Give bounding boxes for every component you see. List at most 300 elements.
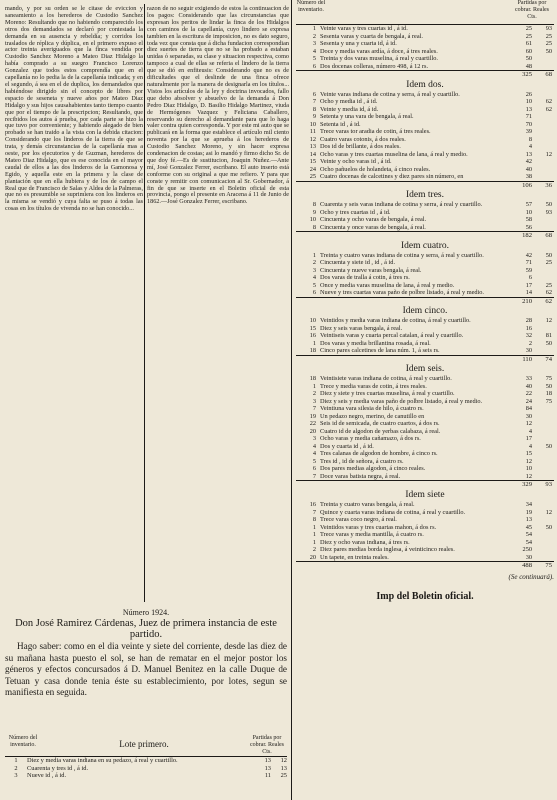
- item-description: Sesenta varas y cuarta de bengala, á real.: [320, 32, 423, 40]
- notice-title: Don José Ramirez Cárdenas, Juez de primera instancia de este partido.: [15, 618, 277, 640]
- inventory-row: [296, 413, 554, 421]
- inventory-row: [296, 332, 554, 340]
- item-description: Cuatro docenas de calcetines y diez pares sin número, en: [320, 173, 464, 181]
- item-reales: 8: [528, 135, 532, 143]
- item-number: 3: [14, 772, 18, 780]
- item-reales: 10: [525, 208, 532, 216]
- item-reales: 26: [525, 90, 532, 98]
- item-description: Veintidos y media varas indiana de cotina, á real y cuartillo.: [320, 317, 471, 325]
- item-description: Veintiuna vara silesia de hilo, á cuatro rs.: [320, 405, 424, 413]
- item-reales: 71: [525, 113, 532, 121]
- inventory-row: [296, 524, 554, 532]
- item-reales: 42: [525, 158, 532, 166]
- inventory-row: [296, 531, 554, 539]
- inventory-row: [296, 166, 554, 174]
- item-centimos: [532, 143, 554, 151]
- item-centimos: 50: [545, 523, 552, 531]
- item-number: 4: [312, 442, 316, 450]
- item-number: 10: [309, 120, 316, 128]
- item-reales: 12: [525, 457, 532, 465]
- item-centimos: 25: [280, 772, 287, 780]
- inventory-row: [296, 375, 554, 383]
- item-centimos: [532, 428, 554, 436]
- item-number: 15: [309, 158, 316, 166]
- total-centimos: 93: [545, 481, 552, 489]
- lot-title: Idem siete: [405, 490, 445, 501]
- inventory-row: [296, 325, 554, 333]
- inventory-row: [296, 398, 554, 406]
- item-reales: 30: [525, 553, 532, 561]
- item-reales: 4: [528, 143, 532, 151]
- body-text-middle: razon de no seguir exigiendo de estos la continuacion de los pagos: Considerando que las circunstancias que expresan los peritos de lindar la finca de los Hidalgos con caminos de la capellanía, cuyo lindero se expresa tambien en la escritura de imposicion, no es dato seguro, toda vez que consta que á dicha fundacion correspondian diez suertes de tierra que no se ha probado a estaban unidas ó separadas, su clase y situacion respectiva, como tampoco a cual de ellas se referia el lindero de la tierra que se dió en enfiteusis: Considerando que no es de dificultades que el deslinde de una finca ofrece naturalmente por la manera de designarla en los títulos... Vistos los artículos de la ley y doctrina invocados, fallo que debo absolver y absuelvo de la demanda á Don Pedro Diaz Hidalgo, D. Basilio Hidalgo Martinez, viuda de Hermógenes Vazquez y Feliciana Caballero, reservando su derecho al demandante para que lo haga valer contra quien corresponda. Y por este mi auto que se publicará en la forma que establece el artículo mil ciento noventa por la que se aprueba á los herederos de Custodio Sanchez Moreno, y sin hacer expresa condenacion de costas; asi lo mandó y firmo dicho Sr. de que doy fé.—Es de sustitucion, Joaquin Nuñez.—Ante mí, José Gonzalez Ferrer, escribano. El auto inserto está conforme con su original a que me refiero. Y para que conste y remitir con comunicacion al Sr. Gobernador, á fin de que se inserte en el Boletin oficial de esta provincia, pongo el presente en Aracena á 11 de Junio de 1862.—José Gonzalez Ferrer, escribano.: [147, 5, 289, 206]
- item-number: 10: [309, 216, 316, 224]
- item-reales: 12: [525, 420, 532, 428]
- item-number: 8: [312, 516, 316, 524]
- item-reales: 12: [525, 472, 532, 480]
- inventory-row: [296, 143, 554, 151]
- item-number: 2: [312, 390, 316, 398]
- item-number: 1: [14, 757, 18, 764]
- item-centimos: 62: [545, 105, 552, 113]
- item-description: Dos id de brillante, á dos reales.: [320, 143, 401, 151]
- inventory-row: [296, 224, 554, 232]
- item-reales: 45: [525, 523, 532, 531]
- item-reales: 28: [525, 317, 532, 325]
- total-centimos: 62: [545, 297, 552, 305]
- item-centimos: [532, 450, 554, 458]
- item-description: Ocho y tres cuartas id , á id.: [320, 208, 391, 216]
- item-description: Cuarenta y seis varas indiana de cotina y serra, á real y cuartillo.: [320, 201, 483, 209]
- item-number: 3: [312, 266, 316, 274]
- header-lote: Lote primero.: [119, 739, 169, 749]
- item-reales: 30: [525, 347, 532, 355]
- item-reales: 17: [525, 435, 532, 443]
- item-number: 10: [309, 317, 316, 325]
- item-reales: 33: [525, 375, 532, 383]
- item-centimos: [532, 531, 554, 539]
- item-centimos: 50: [545, 339, 552, 347]
- inventory-row: [296, 450, 554, 458]
- inventory-row: [296, 317, 554, 325]
- item-number: 12: [309, 135, 316, 143]
- item-description: Veintisiete varas indiana de cotina, á real y cuartillo.: [320, 375, 452, 383]
- item-centimos: 81: [545, 332, 552, 340]
- item-number: 7: [312, 405, 316, 413]
- inventory-row: [296, 33, 554, 41]
- item-reales: 54: [525, 538, 532, 546]
- item-description: Trece y media varas de cotin, á tres reales.: [320, 382, 427, 390]
- item-centimos: [532, 546, 554, 554]
- item-number: 13: [309, 143, 316, 151]
- item-description: Treinta y cuatro varas indiana de cotina y serra, á real y cuartillo.: [320, 251, 484, 259]
- item-description: Un pedazo negro, merino, de canutillo en: [320, 412, 425, 420]
- item-reales: 15: [525, 450, 532, 458]
- inventory-row: [296, 267, 554, 275]
- item-number: 1: [312, 382, 316, 390]
- item-number: 6: [312, 465, 316, 473]
- imprint: Imp del Boletin oficial.: [376, 590, 474, 602]
- header-number: Número del inventario.: [296, 0, 326, 13]
- inventory-row: [296, 252, 554, 260]
- item-number: 24: [309, 165, 316, 173]
- item-centimos: 25: [545, 32, 552, 40]
- inventory-column-right: [296, 0, 554, 602]
- auction-notice: [5, 608, 287, 699]
- header-partidas: Partidas por cobrar. Reales Cts.: [250, 735, 284, 755]
- lot-section: [296, 240, 554, 306]
- item-number: 6: [312, 289, 316, 297]
- item-centimos: 13: [280, 764, 287, 772]
- item-description: Un tapete, en treinta reales.: [320, 553, 389, 561]
- item-centimos: 93: [545, 25, 552, 32]
- inventory-row: [296, 63, 554, 71]
- lot-section: [296, 489, 554, 570]
- item-centimos: [532, 216, 554, 224]
- item-centimos: 50: [545, 382, 552, 390]
- inventory-sections: [296, 25, 554, 570]
- inventory-row: [296, 40, 554, 48]
- inventory-row: [296, 420, 554, 428]
- inventory-row: [296, 259, 554, 267]
- inventory-row: [296, 274, 554, 282]
- item-reales: 54: [525, 531, 532, 539]
- item-reales: 22: [525, 390, 532, 398]
- item-number: 1: [312, 531, 316, 539]
- total-reales: 110: [522, 355, 532, 363]
- lot-total: [296, 561, 554, 570]
- item-number: 22: [309, 420, 316, 428]
- item-description: Cincuenta y once varas de bengala, á real.: [320, 223, 426, 231]
- item-centimos: [532, 554, 554, 562]
- total-reales: 182: [522, 232, 532, 240]
- item-number: 6: [312, 62, 316, 70]
- item-description: Cincuenta y ocho varas de bengala, á real.: [320, 216, 427, 224]
- inventory-row: [296, 289, 554, 297]
- item-description: Trece varas coco negro, á real.: [320, 516, 397, 524]
- item-description: Doce y media varas ardía, á doce, á tres reales.: [320, 47, 438, 55]
- item-centimos: [532, 158, 554, 166]
- item-number: 2: [312, 546, 316, 554]
- inventory-row: [296, 128, 554, 136]
- inventory-row: [296, 106, 554, 114]
- item-description: Tres calanas de algodon de hombre, á cinco rs.: [320, 450, 438, 458]
- item-reales: 58: [525, 216, 532, 224]
- total-reales: 106: [522, 181, 532, 189]
- item-reales: 13: [264, 757, 271, 764]
- item-reales: 2: [528, 339, 532, 347]
- item-centimos: [532, 274, 554, 282]
- item-number: 15: [309, 324, 316, 332]
- item-centimos: [532, 325, 554, 333]
- item-number: 1: [312, 339, 316, 347]
- inventory-row: [296, 282, 554, 290]
- item-description: Cincuenta y nueve varas bengala, á real.: [320, 266, 422, 274]
- item-number: 1: [312, 538, 316, 546]
- item-number: 25: [309, 173, 316, 181]
- item-description: Dos docenas colleras, número 498, á 12 rs.: [320, 62, 429, 70]
- item-centimos: [532, 465, 554, 473]
- item-centimos: [532, 173, 554, 181]
- item-description: Setenta id , á id.: [320, 120, 361, 128]
- lot-title: Idem cinco.: [402, 306, 448, 317]
- item-description: Diez y media varas indiana en su pedazo, á real y cuartillo.: [27, 757, 178, 764]
- item-number: 20: [309, 553, 316, 561]
- item-description: Cinco pares calcetines de lana núm. 1, á seis rs.: [320, 347, 440, 355]
- item-number: 8: [312, 105, 316, 113]
- inventory-row: [296, 473, 554, 481]
- item-reales: 57: [525, 201, 532, 209]
- item-centimos: [532, 166, 554, 174]
- item-description: Dos varas y media brillantina rosada, á real.: [320, 339, 431, 347]
- item-centimos: 25: [545, 40, 552, 47]
- item-description: Veinte y media id, á id.: [320, 105, 379, 113]
- item-centimos: 25: [545, 259, 552, 267]
- item-description: Diez y seis y media varas paño de polbre listado, á real y medio.: [320, 397, 483, 405]
- notice-body: Hago saber: como en el dia veinte y siete del corriente, desde las diez de su mañana hasta puesto el sol, se han de rematar en el mejor postor los géneros y efectos concursados á D. Manuel Benitez en la calle Duque de Tetuan y casa donde tenia éste su establecimiento, por lotes, segun se manifiesta en seguida.: [5, 641, 287, 697]
- item-description: Quince y cuarta varas indiana de cotina, á real y cuartillo.: [320, 508, 466, 516]
- lot-table-left: [5, 735, 287, 780]
- item-centimos: [532, 501, 554, 509]
- inventory-row: [296, 91, 554, 99]
- item-description: Cuatro varas cotonis, á dos reales.: [320, 135, 406, 143]
- item-centimos: 50: [545, 201, 552, 209]
- item-centimos: [532, 224, 554, 232]
- lot-total: [296, 297, 554, 306]
- total-centimos: 74: [545, 355, 552, 363]
- inventory-row: [296, 383, 554, 391]
- inventory-row: [296, 158, 554, 166]
- item-description: Ocho varas y tres cuartas muselina de lana, á real y medio.: [320, 150, 468, 158]
- item-reales: 17: [525, 281, 532, 289]
- inventory-row: [296, 405, 554, 413]
- inventory-row: [296, 113, 554, 121]
- lot-section: [296, 25, 554, 79]
- inventory-row: [5, 757, 287, 765]
- total-reales: 329: [522, 481, 532, 489]
- item-centimos: 12: [280, 757, 287, 764]
- item-reales: 40: [525, 165, 532, 173]
- item-description: Diez pares medias borda inglesa, á veinticinco reales.: [320, 546, 455, 554]
- item-number: 3: [312, 397, 316, 405]
- item-centimos: [532, 539, 554, 547]
- item-centimos: 75: [545, 375, 552, 383]
- item-number: 5: [312, 55, 316, 62]
- item-description: Nueve id , á id.: [27, 772, 67, 780]
- inventory-row: [296, 539, 554, 547]
- item-reales: 48: [525, 62, 532, 70]
- lot-total: [296, 70, 554, 79]
- item-centimos: [532, 413, 554, 421]
- item-centimos: [532, 516, 554, 524]
- item-number: 2: [312, 32, 316, 40]
- inventory-row: [296, 554, 554, 562]
- item-centimos: [532, 63, 554, 71]
- item-reales: 84: [525, 405, 532, 413]
- item-reales: 11: [264, 772, 271, 780]
- item-number: 20: [309, 427, 316, 435]
- total-centimos: 68: [545, 232, 552, 240]
- item-number: 4: [312, 274, 316, 282]
- text-column-left: [5, 6, 143, 213]
- item-reales: 50: [525, 55, 532, 62]
- inventory-row: [296, 201, 554, 209]
- lot-title: Idem seis.: [405, 364, 445, 375]
- item-number: 9: [312, 208, 316, 216]
- item-centimos: 62: [545, 289, 552, 297]
- text-column-middle: [147, 6, 289, 206]
- item-reales: 250: [522, 546, 532, 554]
- item-description: Veinte varas indiana de cotina y serra, á real y cuartillo.: [320, 90, 460, 98]
- item-description: Treinta y dos varas muselina, á real y cuartillo.: [320, 55, 438, 62]
- item-reales: 16: [525, 324, 532, 332]
- item-description: Diez y ocho varas indiana, á tres rs.: [320, 538, 410, 546]
- inventory-row: [5, 765, 287, 773]
- lot-title: Idem dos.: [406, 79, 444, 90]
- total-reales: 325: [522, 71, 532, 78]
- item-centimos: 93: [545, 208, 552, 216]
- item-centimos: [532, 267, 554, 275]
- item-description: Ocho pañuelos de holandeta, á cinco reales.: [320, 165, 431, 173]
- item-description: Cuarenta y tres id , á id.: [27, 764, 89, 772]
- item-number: 19: [309, 412, 316, 420]
- inventory-row: [296, 428, 554, 436]
- lot-section: [296, 79, 554, 190]
- item-centimos: [532, 435, 554, 443]
- item-description: Ocho y media id , á id.: [320, 98, 378, 106]
- inventory-header: [296, 0, 554, 25]
- item-reales: 6: [528, 274, 532, 282]
- item-centimos: [532, 136, 554, 144]
- item-reales: 13: [525, 150, 532, 158]
- item-centimos: 18: [545, 390, 552, 398]
- header-number: Número del inventario.: [8, 735, 38, 748]
- item-number: 9: [312, 113, 316, 121]
- item-description: Veinte varas y tres cuartas id , á id.: [320, 25, 408, 32]
- item-centimos: 12: [545, 317, 552, 325]
- item-reales: 10: [525, 98, 532, 106]
- inventory-row: [296, 390, 554, 398]
- item-centimos: 62: [545, 98, 552, 106]
- item-description: Veintiseis varas y cuarta percal catalan, á real y cuartillo.: [320, 332, 464, 340]
- item-reales: 13: [264, 764, 271, 772]
- item-reales: 10: [525, 465, 532, 473]
- item-reales: 4: [528, 442, 532, 450]
- inventory-row: [296, 216, 554, 224]
- total-centimos: 68: [545, 71, 552, 78]
- inventory-row: [296, 465, 554, 473]
- lot-total: [296, 480, 554, 489]
- item-number: 14: [309, 150, 316, 158]
- item-centimos: [532, 91, 554, 99]
- inventory-row: [296, 173, 554, 181]
- item-centimos: 75: [545, 397, 552, 405]
- item-centimos: 50: [545, 251, 552, 259]
- inventory-row: [296, 151, 554, 159]
- item-centimos: [532, 473, 554, 481]
- item-centimos: [532, 458, 554, 466]
- item-centimos: 50: [545, 47, 552, 55]
- item-number: 3: [312, 435, 316, 443]
- lot-title: Idem cuatro.: [400, 240, 449, 251]
- inventory-row: [296, 458, 554, 466]
- item-description: Cuatro id de algodon de yerbas calabaza, á real.: [320, 427, 441, 435]
- inventory-row: [296, 209, 554, 217]
- column-rule: [291, 0, 292, 800]
- inventory-row: [296, 516, 554, 524]
- item-description: Once y media varas muselina de lana, á real y medio.: [320, 281, 455, 289]
- notice-number: Número 1924.: [122, 608, 170, 617]
- lot-title: Idem tres.: [406, 190, 444, 201]
- lot-total: [296, 355, 554, 364]
- lot-total: [296, 181, 554, 190]
- inventory-row: [5, 772, 287, 780]
- item-description: Sesenta y una y cuarta id, á id.: [320, 40, 397, 47]
- item-centimos: [532, 113, 554, 121]
- item-reales: 25: [525, 32, 532, 40]
- item-number: 7: [312, 472, 316, 480]
- item-reales: 61: [525, 40, 532, 47]
- item-number: 16: [309, 332, 316, 340]
- item-number: 11: [309, 128, 316, 136]
- item-number: 1: [312, 251, 316, 259]
- inventory-row: [296, 136, 554, 144]
- item-centimos: [532, 420, 554, 428]
- body-text-left: mando, y por su orden se le citase de eviccion y saneamiento a los herederos de Custodio Sanchez Moreno: Resultando que no habiendo comparecido los otros dos demandados se declaró por contestada la demanda en su ausencia y rebeldía; y corridos los traslados de réplica y dúplica, en el primero expuso el actor treinta averiguados que la finca vendida por Custodio Sanchez Moreno a Mateo Diaz Hidalgo la había comprado a su suegro Francisco Lorenzo Gonzalez que todos estos comprendía que en el capellanía no lo pedia la de la capellanía indicada; y en el segundo, á sea en el de duplica, los demandados que habiéndose dirigido sin el concepto de libres por espacio de seseneta y nueve años por Mateo Diaz Hidalgo y sus hijos causahabientes tanto tiempo cuanto que por el tiempo de la prescripcion; Resultando, que recibidos los autos á prueba, por cada parte se hizo la que tuvo por conveniente; y habiendo alegado de bien probado se han traido a la vista con la debida citacion: Considerando que los linderos de la tierra de que se trata, y demás circunstancias de la capellanía mas a oeste, por los ejecutorios y de Guzman, herederos de Mateo Diaz Hidalgo, que es ese conocida en el mayor caudal de ellos a las dos linderos de la Gamonosa y Egido, y aquella este en la primera y la clase de plantación que en ella hubiera y de los de campo el Real que de Francisco de Salas y Aldea de la Palmeras, que no es presumible se suprimiera con los linderos en la misma se vendió y cuya falta se puso á todas las cosas en los títulos de vivenda no se han conocido...: [5, 5, 143, 213]
- item-number: 8: [312, 223, 316, 231]
- item-description: Veinte y ocho varas id , á id.: [320, 158, 392, 166]
- item-reales: 13: [525, 516, 532, 524]
- item-number: 5: [312, 281, 316, 289]
- item-centimos: [532, 121, 554, 129]
- item-description: Setenta y una vara de bengala, á real.: [320, 113, 414, 121]
- item-description: Diez y siete y tres cuartas muselina, á real y cuartillo.: [320, 390, 455, 398]
- item-description: Cincuenta y siete id , id , á id.: [320, 259, 396, 267]
- item-number: 3: [312, 40, 316, 47]
- inventory-row: [296, 501, 554, 509]
- item-centimos: 50: [545, 442, 552, 450]
- item-description: Seis id de semicada, de cuatro cuartos, á dos rs.: [320, 420, 440, 428]
- inventory-row: [296, 25, 554, 33]
- item-description: Veintidos varas y tres cuartas mahon, á dos rs.: [320, 523, 437, 531]
- lot-section: [296, 189, 554, 240]
- item-centimos: [532, 55, 554, 63]
- inventory-row: [296, 98, 554, 106]
- item-number: 7: [312, 98, 316, 106]
- column-rule: [144, 4, 145, 602]
- item-description: Dos varas de tralla á cotin, á tres rs.: [320, 274, 410, 282]
- item-reales: 14: [525, 289, 532, 297]
- item-number: 8: [312, 201, 316, 209]
- total-reales: 488: [522, 562, 532, 570]
- item-reales: 40: [525, 382, 532, 390]
- item-description: Doce varas batista negra, á real.: [320, 472, 401, 480]
- inventory-row: [296, 509, 554, 517]
- item-reales: 38: [525, 173, 532, 181]
- item-reales: 4: [528, 427, 532, 435]
- item-centimos: 25: [545, 281, 552, 289]
- item-number: 18: [309, 347, 316, 355]
- inventory-row: [296, 347, 554, 355]
- item-number: 4: [312, 47, 316, 55]
- lot-rows: [5, 757, 287, 780]
- item-centimos: [532, 405, 554, 413]
- item-number: 1: [312, 523, 316, 531]
- item-description: Dos pares medias algodon, á cinco reales.: [320, 465, 426, 473]
- item-centimos: [532, 347, 554, 355]
- item-reales: 60: [525, 47, 532, 55]
- item-description: Dos y cuarta id , á id.: [320, 442, 374, 450]
- item-centimos: 12: [545, 508, 552, 516]
